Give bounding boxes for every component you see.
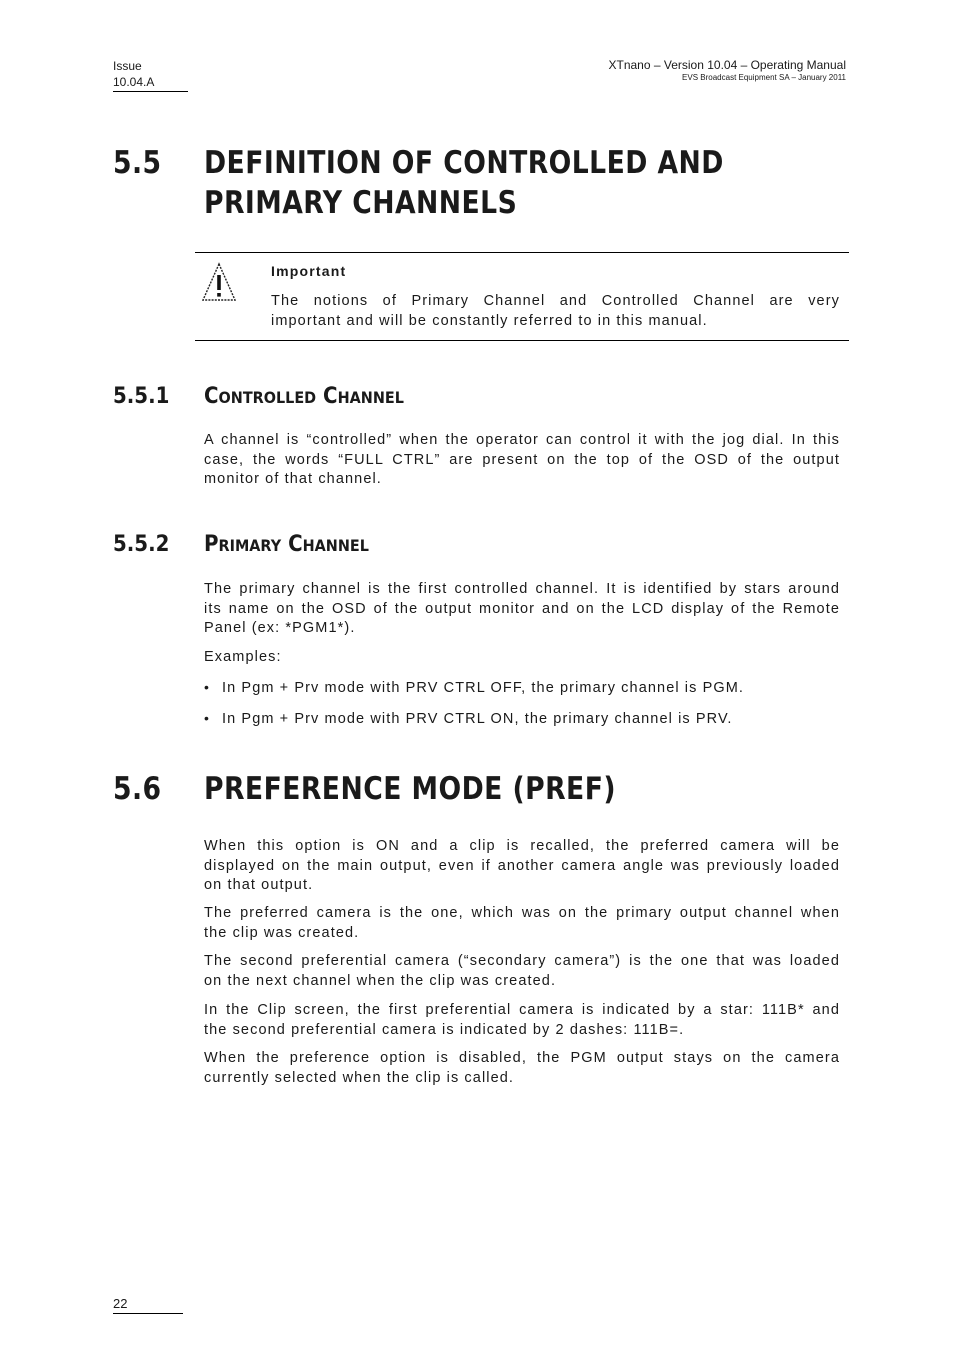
section-5-5-2-number: 5.5.2 <box>113 532 170 557</box>
preference-paragraph-3 <box>204 952 840 991</box>
paragraph-line: When this option is ON and a clip is recalled, the preferred camera will be <box>204 838 840 854</box>
section-5-5-number: 5.5 <box>113 145 162 181</box>
paragraph-line: the second preferential camera is indicated by 2 dashes: 111B=. <box>204 1021 685 1038</box>
paragraph-line: monitor of that channel. <box>204 471 382 487</box>
controlled-channel-paragraph <box>204 431 840 490</box>
issue-number: 10.04.A <box>113 75 155 89</box>
document-title: XTnano – Version 10.04 – Operating Manual <box>608 58 846 72</box>
section-5-6-title: PREFERENCE MODE (PREF) <box>204 771 616 807</box>
paragraph-line: The primary channel is the first controlled channel. It is identified by stars around <box>204 581 840 597</box>
paragraph-line: In the Clip screen, the first preferential camera is indicated by a star: 111B* and <box>204 1002 840 1018</box>
page-number: 22 <box>113 1296 183 1314</box>
bullet-dot: • <box>204 710 209 726</box>
section-5-5-1-title: CONTROLLED CHANNEL <box>204 384 404 409</box>
bullet-item: In Pgm + Prv mode with PRV CTRL ON, the primary channel is PRV. <box>222 711 733 727</box>
paragraph-line: currently selected when the clip is called. <box>204 1069 515 1086</box>
paragraph-line: A channel is “controlled” when the operator can control it with the jog dial. In this <box>204 432 840 448</box>
note-line: The notions of Primary Channel and Controlled Channel are very <box>271 293 840 309</box>
note-title: Important <box>271 263 347 279</box>
examples-label: Examples: <box>204 649 282 665</box>
preference-paragraph-5 <box>204 1049 840 1088</box>
preference-paragraph-2 <box>204 904 840 943</box>
paragraph-line: the clip was created. <box>204 924 360 941</box>
issue-block <box>113 58 188 92</box>
paragraph-line: When the preference option is disabled, the PGM output stays on the camera <box>204 1050 840 1066</box>
paragraph-line: The second preferential camera (“secondary camera”) is the one that was loaded <box>204 953 840 969</box>
section-5-5-title-line1: DEFINITION OF CONTROLLED AND <box>204 145 724 181</box>
paragraph-line: case, the words “FULL CTRL” are present on the top of the OSD of the output <box>204 451 840 468</box>
note-body <box>271 292 840 331</box>
section-5-5-2-title: PRIMARY CHANNEL <box>204 532 369 557</box>
section-5-5-1-number: 5.5.1 <box>113 384 170 409</box>
document-subtitle: EVS Broadcast Equipment SA – January 2011 <box>682 73 846 82</box>
document-header <box>609 58 847 83</box>
note-bottom-rule <box>195 340 849 341</box>
warning-triangle-icon <box>201 262 237 302</box>
preference-paragraph-1 <box>204 837 840 896</box>
note-line: important and will be constantly referred to in this manual. <box>271 312 708 329</box>
issue-label: Issue <box>113 59 142 73</box>
section-5-5-title-line2: PRIMARY CHANNELS <box>204 185 518 221</box>
paragraph-line: displayed on the main output, even if another camera angle was previously loaded <box>204 857 840 874</box>
paragraph-line: on that output. <box>204 877 314 893</box>
bullet-item: In Pgm + Prv mode with PRV CTRL OFF, the primary channel is PGM. <box>222 680 745 696</box>
primary-channel-paragraph <box>204 580 840 639</box>
note-top-rule <box>195 252 849 253</box>
preference-paragraph-4 <box>204 1001 840 1040</box>
section-5-6-number: 5.6 <box>113 771 162 807</box>
bullet-dot: • <box>204 679 209 695</box>
paragraph-line: its name on the OSD of the output monitor and on the LCD display of the Remote <box>204 600 840 617</box>
paragraph-line: Panel (ex: *PGM1*). <box>204 620 356 636</box>
paragraph-line: The preferred camera is the one, which was on the primary output channel when <box>204 905 840 921</box>
paragraph-line: on the next channel when the clip was created. <box>204 972 557 989</box>
